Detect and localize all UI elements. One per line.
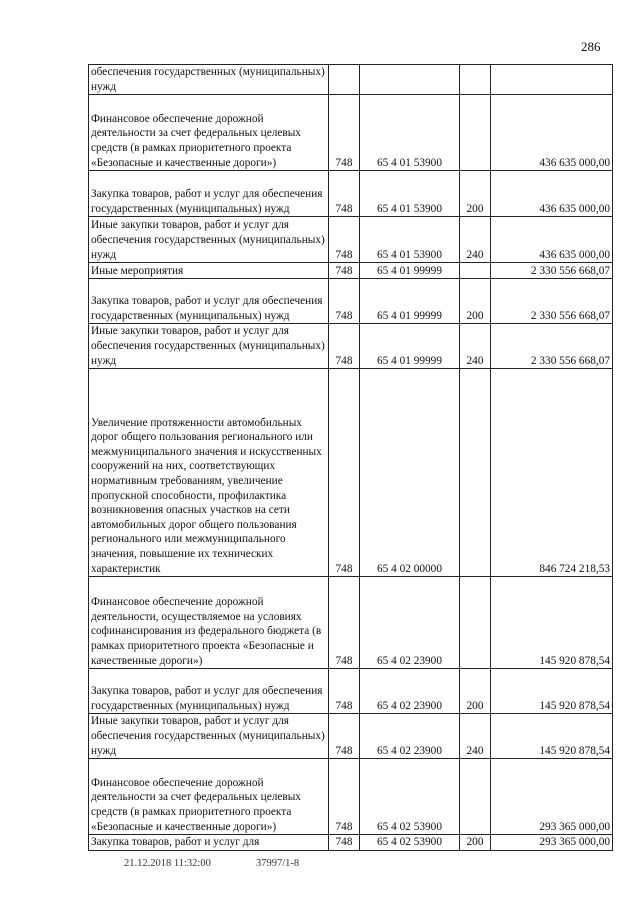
- row-csr-cell: 65 4 02 23900: [360, 577, 460, 669]
- row-glava-cell: 748: [329, 263, 360, 279]
- table-row: [89, 95, 613, 171]
- row-glava-cell: 748: [329, 759, 360, 835]
- table-row: [89, 669, 613, 714]
- table-row: [89, 714, 613, 759]
- footer-doc-number: 37997/1-8: [256, 858, 300, 869]
- row-csr-cell: 65 4 01 99999: [360, 263, 460, 279]
- row-name-cell: Финансовое обеспечение дорожной деятельности за счет федеральных целевых средств (в рамках приоритетного проекта «Безопасные и качественные дороги»): [89, 759, 329, 835]
- row-glava-cell: 748: [329, 669, 360, 714]
- table-row: [89, 759, 613, 835]
- row-vr-cell: [460, 65, 491, 95]
- row-vr-cell: [460, 759, 491, 835]
- budget-table-body: [89, 65, 613, 851]
- row-sum-cell: 145 920 878,54: [491, 669, 613, 714]
- row-vr-cell: 200: [460, 835, 491, 851]
- row-name-cell: обеспечения государственных (муниципальных) нужд: [89, 65, 329, 95]
- row-sum-cell: 2 330 556 668,07: [491, 263, 613, 279]
- row-csr-cell: 65 4 01 53900: [360, 95, 460, 171]
- row-csr-cell: 65 4 02 23900: [360, 669, 460, 714]
- row-glava-cell: 748: [329, 95, 360, 171]
- row-vr-cell: 200: [460, 171, 491, 217]
- row-vr-cell: 200: [460, 279, 491, 324]
- row-glava-cell: 748: [329, 279, 360, 324]
- row-name-cell: Финансовое обеспечение дорожной деятельности, осуществляемое на условиях софинансирования из федерального бюджета (в рамках приоритетного проекта «Безопасные и качественные дороги»): [89, 577, 329, 669]
- row-vr-cell: 240: [460, 714, 491, 759]
- row-sum-cell: 2 330 556 668,07: [491, 279, 613, 324]
- table-row: [89, 835, 613, 851]
- table-row: [89, 217, 613, 263]
- row-name-cell: Иные закупки товаров, работ и услуг для обеспечения государственных (муниципальных) нужд: [89, 217, 329, 263]
- row-name-cell: Закупка товаров, работ и услуг для: [89, 835, 329, 851]
- row-name-cell: Иные закупки товаров, работ и услуг для обеспечения государственных (муниципальных) нужд: [89, 714, 329, 759]
- budget-table: [88, 64, 613, 851]
- row-glava-cell: 748: [329, 577, 360, 669]
- row-glava-cell: 748: [329, 217, 360, 263]
- row-glava-cell: 748: [329, 324, 360, 369]
- table-row: [89, 577, 613, 669]
- row-csr-cell: 65 4 02 53900: [360, 759, 460, 835]
- row-csr-cell: 65 4 02 00000: [360, 369, 460, 577]
- table-row: [89, 263, 613, 279]
- row-glava-cell: 748: [329, 369, 360, 577]
- row-vr-cell: 200: [460, 669, 491, 714]
- row-csr-cell: [360, 65, 460, 95]
- row-vr-cell: 240: [460, 324, 491, 369]
- row-csr-cell: 65 4 02 23900: [360, 714, 460, 759]
- row-sum-cell: [491, 65, 613, 95]
- row-name-cell: Иные закупки товаров, работ и услуг для обеспечения государственных (муниципальных) нужд: [89, 324, 329, 369]
- row-glava-cell: 748: [329, 714, 360, 759]
- row-sum-cell: 293 365 000,00: [491, 835, 613, 851]
- row-vr-cell: 240: [460, 217, 491, 263]
- footer-datetime: 21.12.2018 11:32:00: [124, 858, 211, 869]
- table-row: [89, 279, 613, 324]
- table-row: [89, 171, 613, 217]
- row-name-cell: Закупка товаров, работ и услуг для обеспечения государственных (муниципальных) нужд: [89, 279, 329, 324]
- row-sum-cell: 436 635 000,00: [491, 217, 613, 263]
- row-vr-cell: [460, 95, 491, 171]
- row-sum-cell: 145 920 878,54: [491, 714, 613, 759]
- table-row: [89, 65, 613, 95]
- row-name-cell: Увеличение протяженности автомобильных дорог общего пользования регионального или межмуниципального значения и искусственных сооружений на них, соответствующих нормативным требованиям, увеличение пропускной способности, профилактика возникновения опасных участков на сети автомобильных дорог общего пользования регионального или межмуниципального значения, повышение их технических характеристик: [89, 369, 329, 577]
- row-sum-cell: 436 635 000,00: [491, 171, 613, 217]
- row-csr-cell: 65 4 01 53900: [360, 217, 460, 263]
- row-sum-cell: 2 330 556 668,07: [491, 324, 613, 369]
- row-sum-cell: 145 920 878,54: [491, 577, 613, 669]
- page-number: 286: [581, 39, 601, 54]
- row-csr-cell: 65 4 01 99999: [360, 279, 460, 324]
- row-glava-cell: 748: [329, 835, 360, 851]
- row-vr-cell: [460, 577, 491, 669]
- row-sum-cell: 436 635 000,00: [491, 95, 613, 171]
- row-csr-cell: 65 4 02 53900: [360, 835, 460, 851]
- row-sum-cell: 293 365 000,00: [491, 759, 613, 835]
- row-csr-cell: 65 4 01 99999: [360, 324, 460, 369]
- row-sum-cell: 846 724 218,53: [491, 369, 613, 577]
- row-csr-cell: 65 4 01 53900: [360, 171, 460, 217]
- row-vr-cell: [460, 369, 491, 577]
- row-vr-cell: [460, 263, 491, 279]
- row-glava-cell: [329, 65, 360, 95]
- table-row: [89, 369, 613, 577]
- row-name-cell: Закупка товаров, работ и услуг для обеспечения государственных (муниципальных) нужд: [89, 171, 329, 217]
- row-name-cell: Закупка товаров, работ и услуг для обеспечения государственных (муниципальных) нужд: [89, 669, 329, 714]
- table-row: [89, 324, 613, 369]
- row-name-cell: Иные мероприятия: [89, 263, 329, 279]
- row-name-cell: Финансовое обеспечение дорожной деятельности за счет федеральных целевых средств (в рамках приоритетного проекта «Безопасные и качественные дороги»): [89, 95, 329, 171]
- row-glava-cell: 748: [329, 171, 360, 217]
